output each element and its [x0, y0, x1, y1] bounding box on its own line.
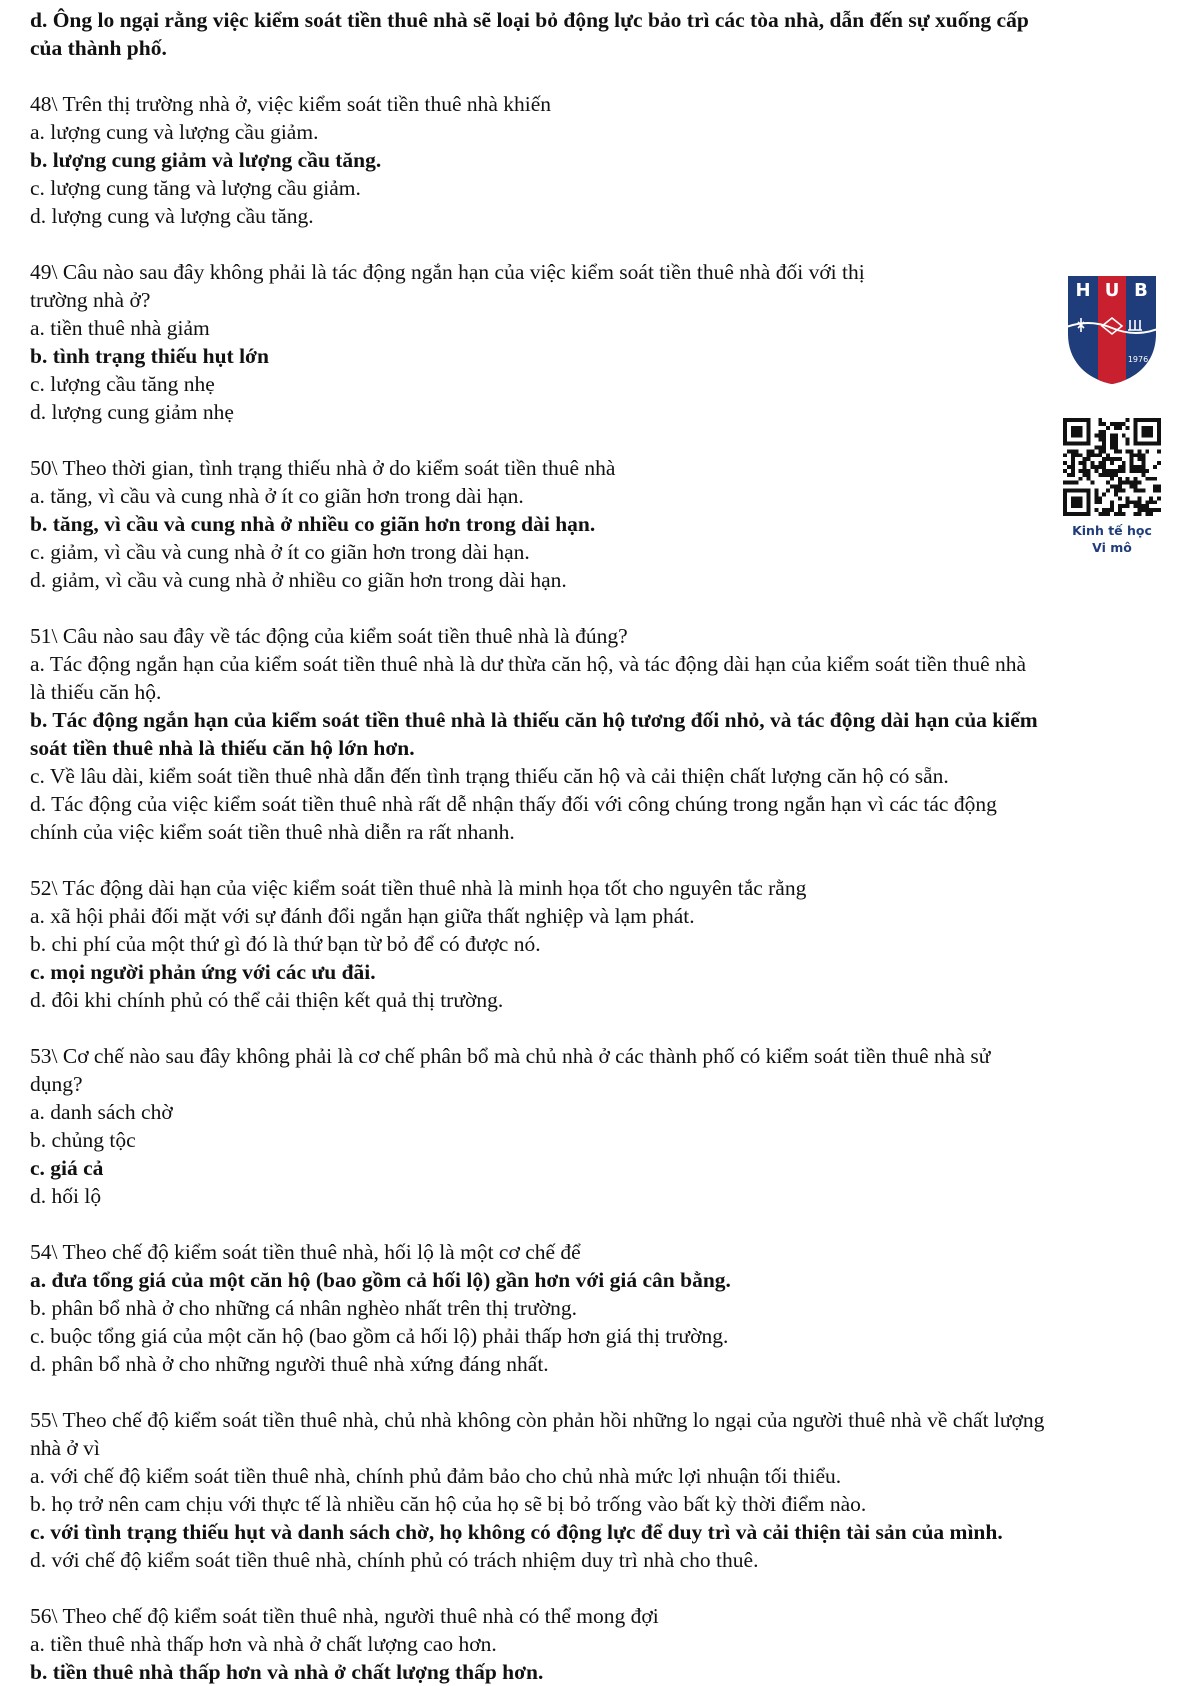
option-c: c. buộc tổng giá của một căn hộ (bao gồm cả hối lộ) phải thấp hơn giá thị trường. [30, 1324, 729, 1348]
option-b-answer: b. tiền thuê nhà thấp hơn và nhà ở chất lượng thấp hơn. [30, 1660, 544, 1684]
question-text: 50\ Theo thời gian, tình trạng thiếu nhà ở do kiểm soát tiền thuê nhà [30, 456, 616, 480]
option-d: d. với chế độ kiểm soát tiền thuê nhà, chính phủ có trách nhiệm duy trì nhà cho thuê. [30, 1548, 759, 1572]
option-c: c. giảm, vì cầu và cung nhà ở ít co giãn hơn trong dài hạn. [30, 540, 530, 564]
option-a: a. tăng, vì cầu và cung nhà ở ít co giãn hơn trong dài hạn. [30, 484, 524, 508]
option-a: a. tiền thuê nhà thấp hơn và nhà ở chất lượng cao hơn. [30, 1632, 497, 1656]
option-b-answer: b. tăng, vì cầu và cung nhà ở nhiều co giãn hơn trong dài hạn. [30, 512, 596, 536]
question-text: 48\ Trên thị trường nhà ở, việc kiểm soát tiền thuê nhà khiến [30, 92, 552, 116]
option-a: a. Tác động ngắn hạn của kiểm soát tiền thuê nhà là dư thừa căn hộ, và tác động dài hạn của kiểm soát tiền thuê nhà [30, 652, 1027, 676]
logo-letter-b: B [1134, 280, 1148, 301]
qr-code-icon [1063, 418, 1161, 516]
option-a: a. lượng cung và lượng cầu giảm. [30, 120, 319, 144]
option-d: d. giảm, vì cầu và cung nhà ở nhiều co giãn hơn trong dài hạn. [30, 568, 567, 592]
question-text: 49\ Câu nào sau đây không phải là tác động ngắn hạn của việc kiểm soát tiền thuê nhà đối với thị [30, 260, 865, 284]
option-d: d. Tác động của việc kiểm soát tiền thuê nhà rất dễ nhận thấy đối với công chúng trong ngắn hạn vì các tác động [30, 792, 997, 816]
hub-university-shield-icon [1064, 272, 1160, 386]
question-48 [30, 90, 1175, 230]
question-text-cont: dụng? [30, 1072, 83, 1096]
option-b-answer: b. lượng cung giảm và lượng cầu tăng. [30, 148, 382, 172]
sidebar-branding [1056, 272, 1168, 556]
question-51 [30, 622, 1175, 846]
course-caption [1072, 522, 1152, 556]
question-54 [30, 1238, 1175, 1378]
document-page [30, 6, 1175, 1686]
question-53 [30, 1042, 1175, 1210]
option-b-answer-cont: soát tiền thuê nhà là thiếu căn hộ lớn hơn. [30, 736, 415, 760]
option-c: c. lượng cung tăng và lượng cầu giảm. [30, 176, 361, 200]
option-c-answer: c. với tình trạng thiếu hụt và danh sách chờ, họ không có động lực để duy trì và cải thiện tài sản của mình. [30, 1520, 1003, 1544]
option-b-answer: b. Tác động ngắn hạn của kiểm soát tiền thuê nhà là thiếu căn hộ tương đối nhỏ, và tác động dài hạn của kiểm [30, 708, 1038, 732]
logo-letter-h: H [1075, 280, 1091, 301]
option-b-answer: b. tình trạng thiếu hụt lớn [30, 344, 269, 368]
option-b: b. họ trở nên cam chịu với thực tế là nhiều căn hộ của họ sẽ bị bỏ trống vào bất kỳ thời điểm nào. [30, 1492, 867, 1516]
question-text: 53\ Cơ chế nào sau đây không phải là cơ chế phân bổ mà chủ nhà ở các thành phố có kiểm soát tiền thuê nhà sử [30, 1044, 991, 1068]
option-c: c. Về lâu dài, kiểm soát tiền thuê nhà dẫn đến tình trạng thiếu căn hộ và cải thiện chất lượng căn hộ có sẵn. [30, 764, 949, 788]
question-text: 55\ Theo chế độ kiểm soát tiền thuê nhà, chủ nhà không còn phản hồi những lo ngại của người thuê nhà về chất lượng [30, 1408, 1045, 1432]
question-56 [30, 1602, 1175, 1686]
option-a: a. tiền thuê nhà giảm [30, 316, 210, 340]
question-text: 54\ Theo chế độ kiểm soát tiền thuê nhà, hối lộ là một cơ chế để [30, 1240, 581, 1264]
option-c-answer: c. mọi người phản ứng với các ưu đãi. [30, 960, 376, 984]
option-a-answer: a. đưa tổng giá của một căn hộ (bao gồm cả hối lộ) gần hơn với giá cân bằng. [30, 1268, 731, 1292]
option-c: c. lượng cầu tăng nhẹ [30, 372, 215, 396]
option-a: a. với chế độ kiểm soát tiền thuê nhà, chính phủ đảm bảo cho chủ nhà mức lợi nhuận tối thiểu. [30, 1464, 842, 1488]
option-d: d. lượng cung giảm nhẹ [30, 400, 234, 424]
question-text-cont: trường nhà ở? [30, 288, 151, 312]
question-text: 51\ Câu nào sau đây về tác động của kiểm soát tiền thuê nhà là đúng? [30, 624, 628, 648]
course-caption-line1: Kinh tế học [1072, 523, 1152, 538]
option-d: d. phân bổ nhà ở cho những người thuê nhà xứng đáng nhất. [30, 1352, 549, 1376]
logo-year: 1976 [1127, 355, 1149, 364]
option-a: a. danh sách chờ [30, 1100, 173, 1124]
course-caption-line2: Vi mô [1092, 540, 1132, 555]
option-d-cont: chính của việc kiểm soát tiền thuê nhà diễn ra rất nhanh. [30, 820, 515, 844]
option-b: b. chủng tộc [30, 1128, 136, 1152]
option-d: d. đôi khi chính phủ có thể cải thiện kết quả thị trường. [30, 988, 504, 1012]
option-b: b. chi phí của một thứ gì đó là thứ bạn từ bỏ để có được nó. [30, 932, 541, 956]
option-d: d. hối lộ [30, 1184, 102, 1208]
logo-letter-u: U [1104, 280, 1120, 301]
question-text: 52\ Tác động dài hạn của việc kiểm soát tiền thuê nhà là minh họa tốt cho nguyên tắc rằng [30, 876, 807, 900]
option-b: b. phân bổ nhà ở cho những cá nhân nghèo nhất trên thị trường. [30, 1296, 577, 1320]
option-c-answer: c. giá cả [30, 1156, 104, 1180]
question-52 [30, 874, 1175, 1014]
prev-option-d-cont: của thành phố. [30, 36, 167, 60]
question-55 [30, 1406, 1175, 1574]
prev-option-d: d. Ông lo ngại rằng việc kiểm soát tiền thuê nhà sẽ loại bỏ động lực bảo trì các tòa nhà, dẫn đến sự xuống cấp [30, 8, 1029, 32]
question-50 [30, 454, 1175, 594]
question-49 [30, 258, 1175, 426]
question-text: 56\ Theo chế độ kiểm soát tiền thuê nhà, người thuê nhà có thể mong đợi [30, 1604, 659, 1628]
question-text-cont: nhà ở vì [30, 1436, 100, 1460]
option-d: d. lượng cung và lượng cầu tăng. [30, 204, 314, 228]
option-a-cont: là thiếu căn hộ. [30, 680, 162, 704]
option-a: a. xã hội phải đối mặt với sự đánh đổi ngắn hạn giữa thất nghiệp và lạm phát. [30, 904, 695, 928]
